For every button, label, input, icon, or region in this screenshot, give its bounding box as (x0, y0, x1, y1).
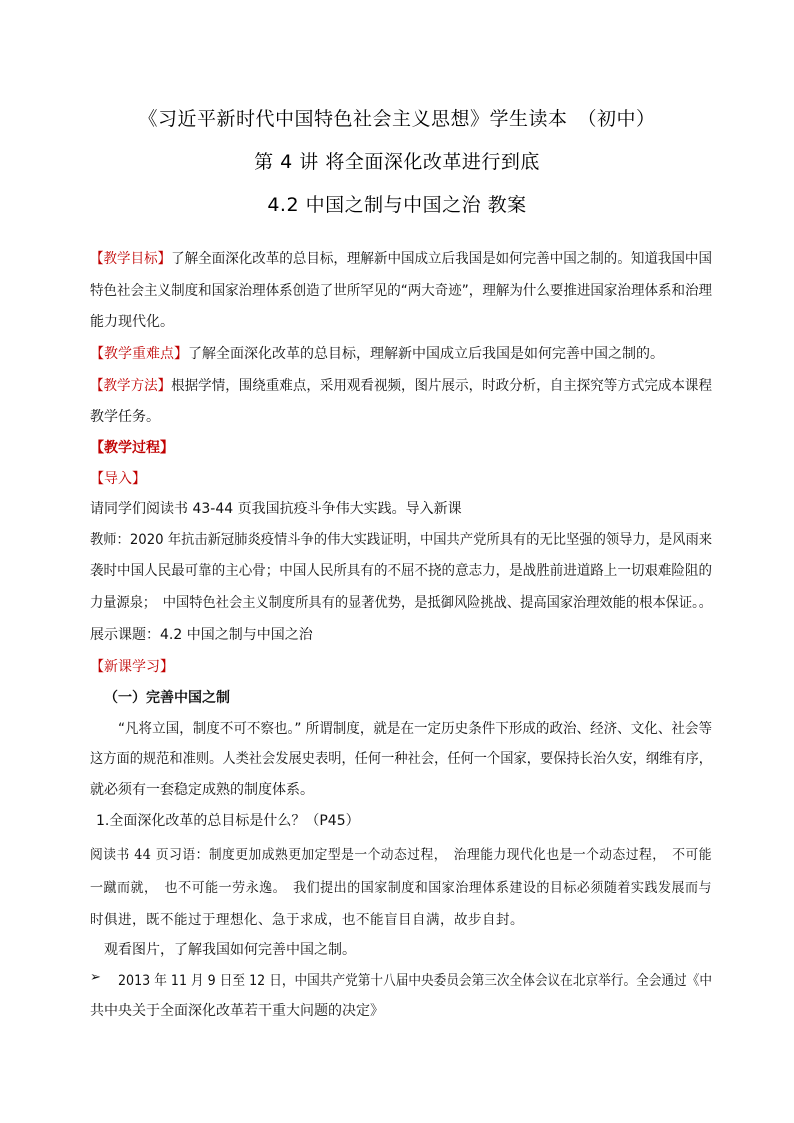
paragraph-1-line-3: 就必须有一套稳定成熟的制度体系。 (90, 782, 314, 798)
lecture-title: 第 4 讲 将全面深化改革进行到底 (254, 151, 540, 173)
process-label: 【教学过程】 (90, 440, 174, 456)
lesson-title: 4.2 中国之制与中国之治 教案 (267, 194, 527, 216)
section-1-title: （一）完善中国之制 (104, 690, 230, 706)
methods-line-1 (90, 375, 712, 395)
reading-line-2: 一蹴而就， 也不可能一劳永逸。 我们提出的国家制度和国家治理体系建设的目标必须随着实践发展而与 (90, 880, 713, 896)
objectives-line-1 (90, 248, 712, 268)
reading-line-1: 阅读书 44 页习语：制度更加成熟更加定型是一个动态过程， 治理能力现代化也是一个动态过程， 不可能 (90, 847, 712, 863)
objectives-line-2: 特色社会主义制度和国家治理体系创造了世所罕见的“两大奇迹”，理解为什么要推进国家治理体系和治理 (90, 283, 713, 299)
paragraph-1-line-1: “凡将立国，制度不可不察也。” 所谓制度，就是在一定历史条件下形成的政治、经济、文化、社会等 (118, 721, 713, 737)
objectives-label: 【教学目标】 (90, 251, 172, 267)
methods-label: 【教学方法】 (90, 378, 172, 394)
key-points-text: 了解全面深化改革的总目标，理解新中国成立后我国是如何完善中国之制的。 (188, 346, 664, 362)
objectives-line-3: 能力现代化。 (90, 314, 174, 330)
reading-line-3: 时俱进，既不能过于理想化、急于求成，也不能盲目自满，故步自封。 (90, 912, 524, 928)
intro-label: 【导入】 (90, 471, 146, 487)
methods-text-1: 根据学情，围绕重难点，采用观看视频，图片展示，时政分析，自主探究等方式完成本课程 (171, 378, 712, 394)
teacher-line-3: 力量源泉； 中国特色社会主义制度所具有的显著优势，是抵御风险挑战、提高国家治理效能的根本保证。。 (90, 595, 713, 611)
key-points-label: 【教学重难点】 (90, 346, 188, 362)
document-title-line-1: 《习近平新时代中国特色社会主义思想》学生读本 （初中） (138, 108, 656, 130)
question-1: 1.全面深化改革的总目标是什么？（P45） (96, 813, 360, 829)
new-lesson-label: 【新课学习】 (90, 659, 174, 675)
intro-line: 请同学们阅读书 43-44 页我国抗疫斗争伟大实践。导入新课 (90, 501, 462, 517)
show-topic: 展示课题：4.2 中国之制与中国之治 (90, 627, 313, 643)
teacher-line-1: 教师：2020 年抗击新冠肺炎疫情斗争的伟大实践证明，中国共产党所具有的无比坚强的领导力，是风雨来 (90, 532, 713, 548)
key-points-line (90, 343, 664, 363)
teacher-line-2: 袭时中国人民最可靠的主心骨；中国人民所具有的不屈不挠的意志力，是战胜前进道路上一切艰难险阻的 (90, 563, 712, 579)
paragraph-1-line-2: 这方面的规范和准则。人类社会发展史表明，任何一种社会，任何一个国家，要保持长治久安，纲维有序， (90, 751, 713, 767)
bullet-arrow-icon: ➢ (90, 970, 101, 985)
bullet-line-2: 共中央关于全面深化改革若干重大问题的决定》 (90, 1003, 384, 1019)
picture-instruction: 观看图片，了解我国如何完善中国之制。 (104, 942, 356, 958)
bullet-line-1: 2013 年 11 月 9 日至 12 日，中国共产党第十八届中央委员会第三次全体会议在北京举行。全会通过《中 (118, 973, 713, 989)
objectives-text-1: 了解全面深化改革的总目标，理解新中国成立后我国是如何完善中国之制的。知道我国中国 (171, 251, 712, 267)
methods-line-2: 教学任务。 (90, 409, 160, 425)
